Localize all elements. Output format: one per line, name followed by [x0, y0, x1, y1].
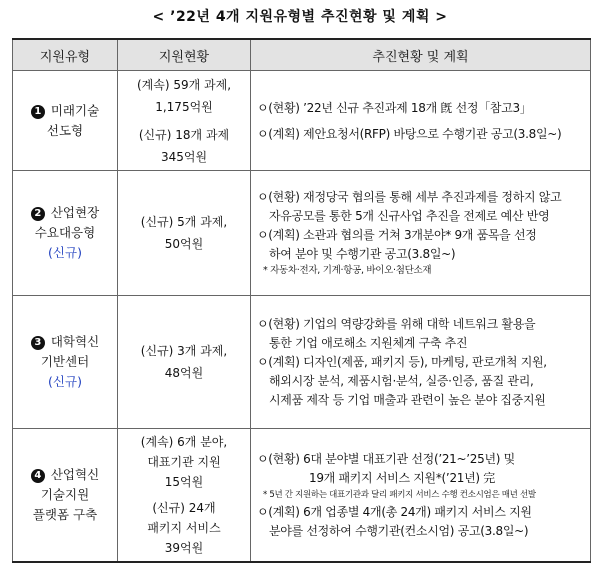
status-line: (신규) 3개 과제,	[140, 344, 228, 358]
footnote: * 자동차·전자, 기계·항공, 바이오·첨단소재	[263, 265, 432, 276]
status-cell	[118, 296, 251, 429]
plan-line: 자유공모를 통한 5개 신규사업 추진을 전제로 예산 반영	[269, 209, 550, 223]
plan-line: 시제품 제작 등 기업 매출과 관련이 높은 분야 집중지원	[269, 393, 546, 407]
type-cell	[13, 171, 118, 296]
new-badge: (신규)	[48, 374, 82, 389]
number-badge: 2	[31, 207, 45, 221]
table-row	[13, 171, 591, 296]
status-line: 50억원	[164, 237, 204, 251]
type-label: 미래기술	[50, 102, 100, 118]
type-label: 기술지원	[40, 487, 90, 502]
status-line: 48억원	[164, 366, 204, 380]
type-label: 기반센터	[40, 354, 90, 369]
type-label: 플랫폼 구축	[32, 507, 98, 522]
table-row	[13, 71, 591, 171]
plan-line: ㅇ(계획) 6개 업종별 4개(총 24개) 패키지 서비스 지원	[257, 505, 532, 519]
support-table	[12, 38, 591, 563]
status-line: 1,175억원	[155, 99, 213, 114]
status-line: 345억원	[160, 149, 208, 164]
type-cell	[13, 296, 118, 429]
header-type: 지원유형	[13, 39, 118, 71]
header-plan: 추진현황 및 계획	[251, 39, 591, 71]
plan-line: 하여 분야 및 수행기관 공고(3.8일~)	[269, 247, 456, 261]
status-line: (계속) 6개 분야,	[140, 435, 228, 449]
plan-line: ㅇ(현황) 기업의 역량강화를 위해 대학 네트워크 활용을	[257, 317, 536, 331]
header-status: 지원현황	[118, 39, 251, 71]
plan-line: 해외시장 분석, 제품시험·분석, 실증·인증, 품질 관리,	[269, 374, 534, 388]
plan-line: ㅇ(현황) 재정당국 협의를 통해 세부 추진과제를 정하지 않고	[257, 190, 562, 204]
plan-line: ㅇ(계획) 디자인(제품, 패키지 등), 마케팅, 판로개척 지원,	[257, 355, 547, 369]
status-cell	[118, 171, 251, 296]
status-line: 대표기관 지원	[147, 455, 221, 469]
status-line: (신규) 18개 과제	[138, 127, 230, 142]
plan-cell	[251, 296, 591, 429]
table-header	[13, 39, 591, 71]
table-row	[13, 429, 591, 563]
plan-line: 통한 기업 애로해소 지원체계 구축 추진	[269, 336, 468, 350]
status-line: (신규) 24개	[152, 501, 216, 515]
table-row	[13, 296, 591, 429]
type-cell	[13, 71, 118, 171]
status-cell	[118, 71, 251, 171]
plan-cell	[251, 171, 591, 296]
status-line: 15억원	[164, 475, 204, 489]
number-badge: 3	[31, 336, 45, 350]
status-line: 패키지 서비스	[147, 521, 221, 535]
status-cell	[118, 429, 251, 563]
footnote: * 5년 간 지원하는 대표기관과 달리 패키지 서비스 수행 컨소시엄은 매년 선발	[263, 490, 536, 500]
type-label: 수요대응형	[34, 225, 96, 240]
status-line: (계속) 59개 과제,	[136, 77, 232, 92]
status-line: (신규) 5개 과제,	[140, 215, 228, 229]
type-label: 산업현장	[50, 205, 100, 220]
type-label: 선도형	[46, 122, 84, 138]
type-cell	[13, 429, 118, 563]
plan-cell	[251, 71, 591, 171]
plan-line: ㅇ(계획) 소관과 협의를 거쳐 3개분야* 9개 품목을 선정	[257, 228, 537, 242]
plan-line: 분야를 선정하여 수행기관(컨소시엄) 공고(3.8일~)	[269, 524, 529, 538]
plan-line: ㅇ(계획) 제안요청서(RFP) 바탕으로 수행기관 공고(3.8일~)	[257, 126, 562, 141]
status-line: 39억원	[164, 541, 204, 555]
number-badge: 4	[31, 469, 45, 483]
type-label: 대학혁신	[50, 334, 100, 349]
plan-line: ㅇ(현황) ’22년 신규 추진과제 18개 旣 선정「참고3」	[257, 100, 532, 115]
plan-line: ㅇ(현황) 6대 분야별 대표기관 선정(’21~’25년) 및	[257, 452, 515, 466]
number-badge: 1	[31, 105, 45, 119]
new-badge: (신규)	[48, 245, 82, 260]
type-label: 산업혁신	[50, 467, 100, 482]
page-title: < ’22년 4개 지원유형별 추진현황 및 계획 >	[152, 9, 448, 25]
plan-cell	[251, 429, 591, 563]
plan-line: 19개 패키지 서비스 지원*(’21년) 完	[309, 471, 495, 485]
